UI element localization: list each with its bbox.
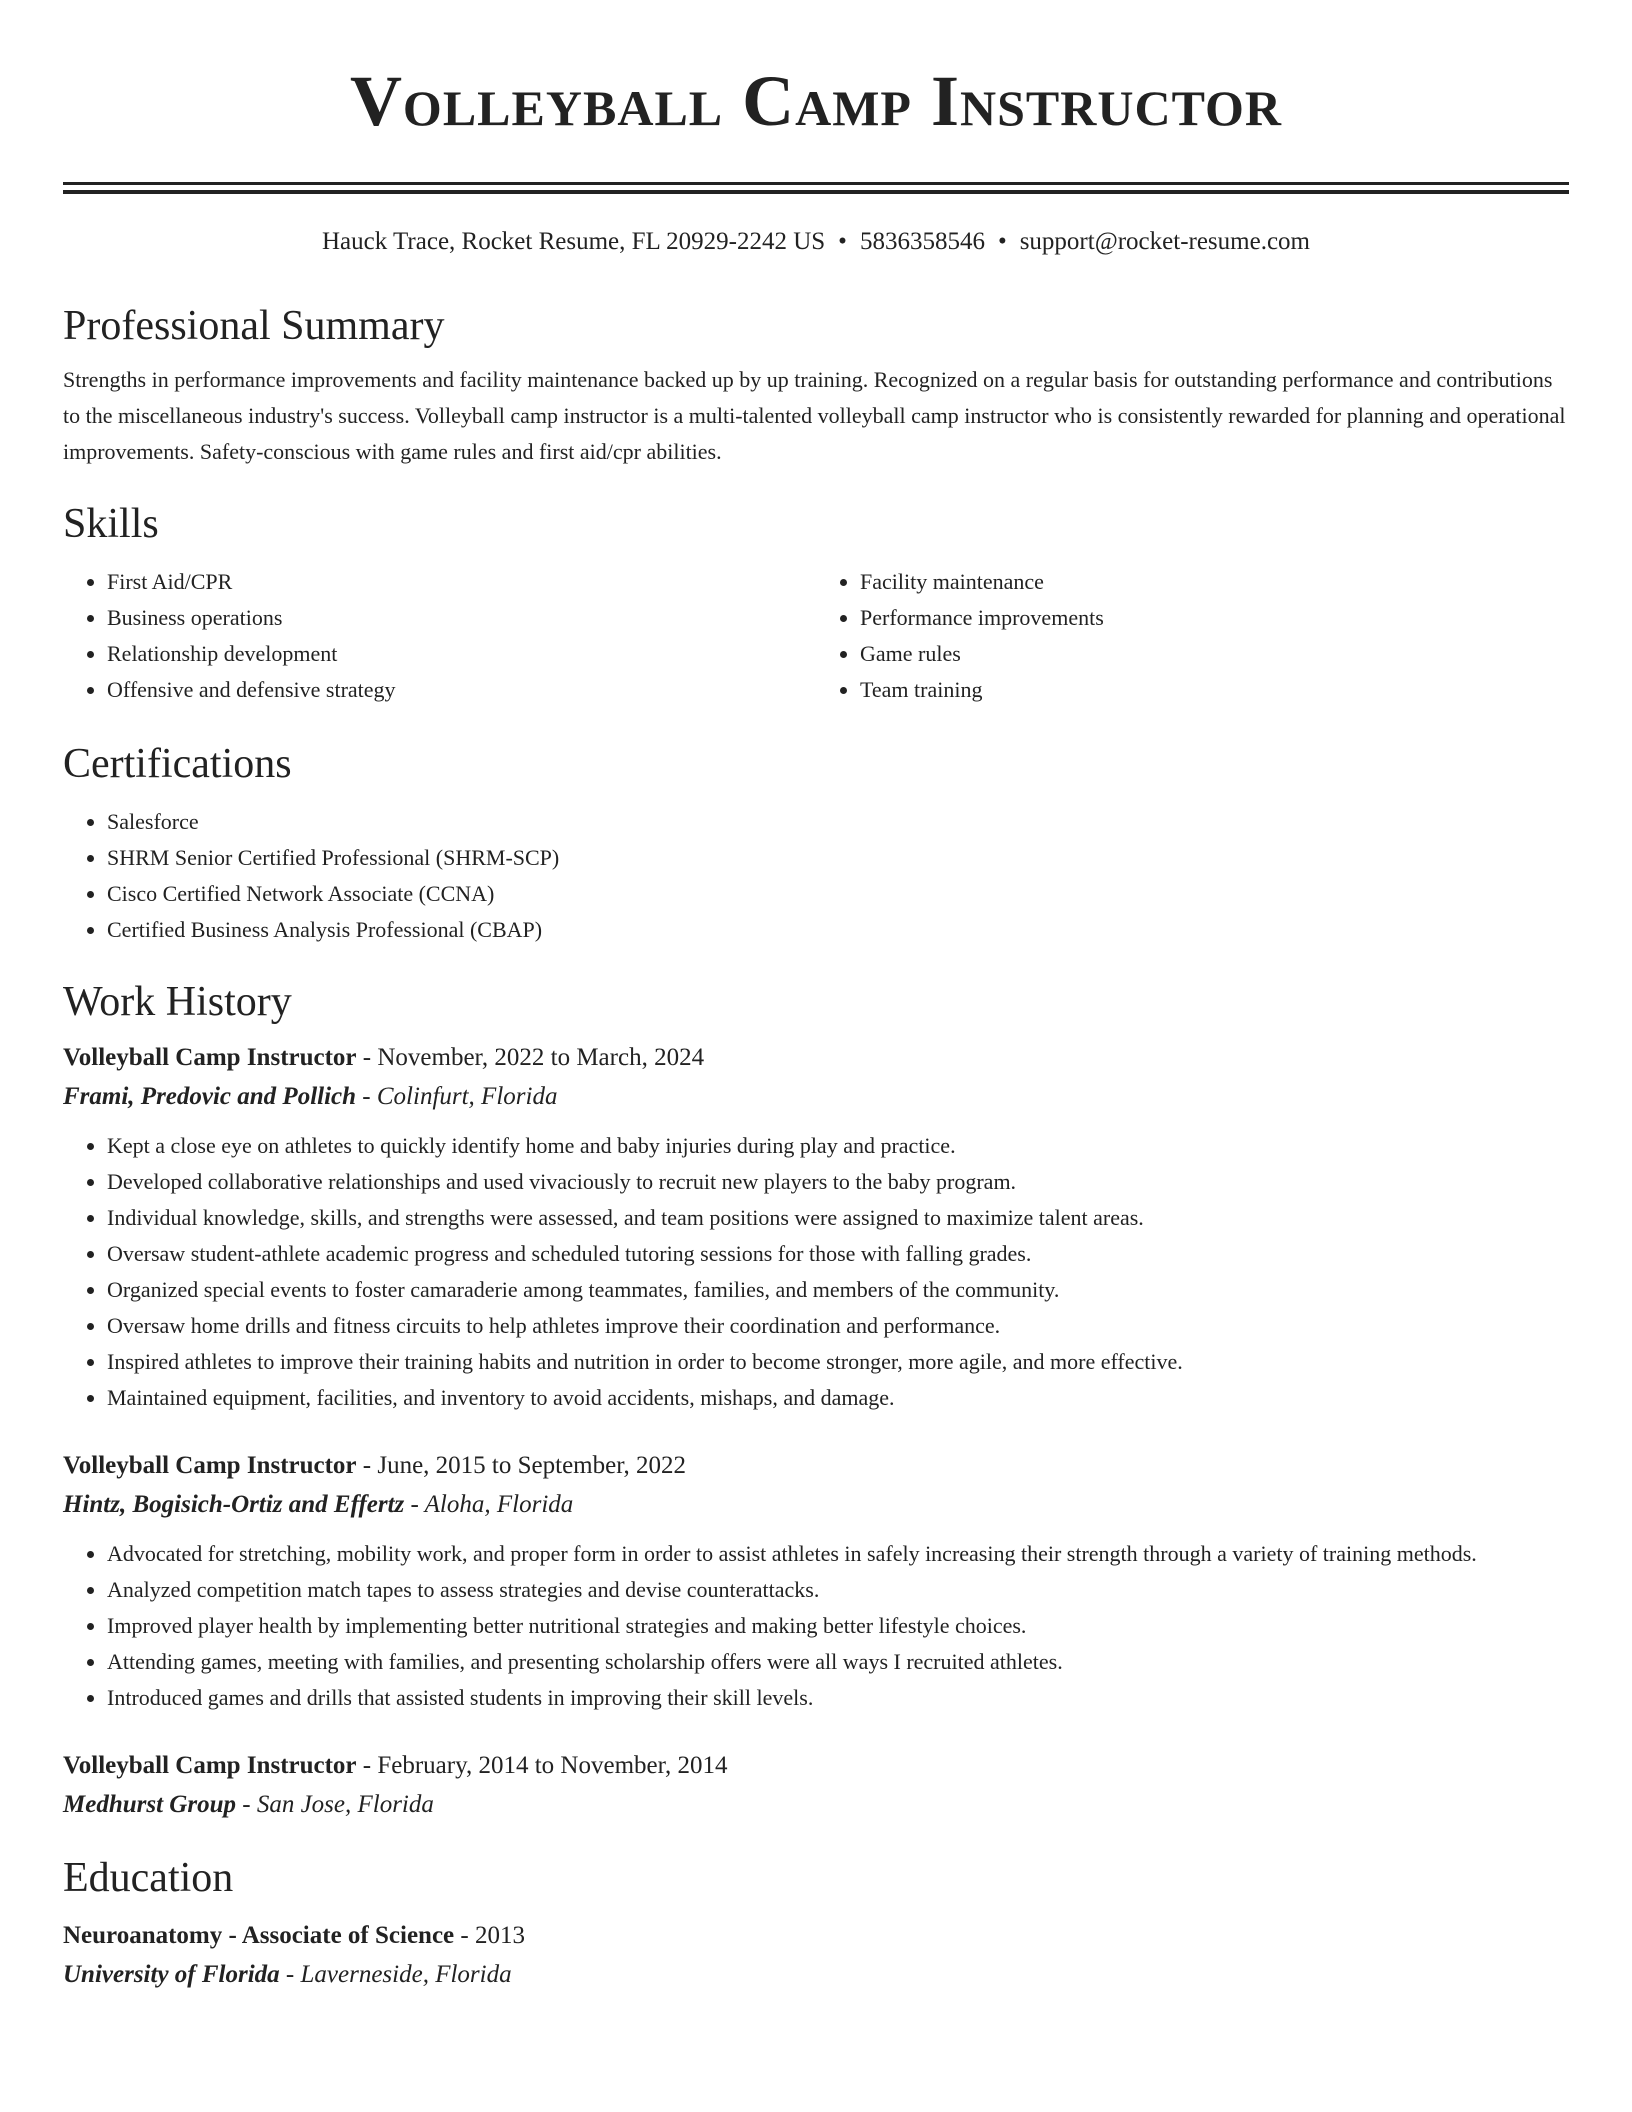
job-bullet: • Maintained equipment, facilities, and inventory to avoid accidents, mishaps, and damage. [107,1380,1569,1416]
skill-item: • Relationship development [107,636,816,672]
section-heading-education: Education [63,1855,234,1901]
contact-line [63,224,1569,260]
skill-item: • Business operations [107,600,816,636]
job-header: Volleyball Camp Instructor - February, 2014 to November, 2014 [63,1752,728,1779]
job-bullet: • Developed collaborative relationships and used vivaciously to recruit new players to the baby program. [107,1164,1569,1200]
separator-dot: • [997,228,1007,255]
section-heading-skills: Skills [63,501,159,547]
job-bullet: • Oversaw student-athlete academic progress and scheduled tutoring sessions for those with falling grades. [107,1236,1569,1272]
section-heading-summary: Professional Summary [63,303,445,349]
job-dates: June, 2015 to September, 2022 [377,1452,687,1479]
skill-item: • Facility maintenance [860,564,1569,600]
company-name: Frami, Predovic and Pollich [63,1083,357,1110]
resume-name: Volleyball Camp Instructor [349,61,1283,141]
company-line: Frami, Predovic and Pollich - Colinfurt, Florida [63,1083,558,1110]
company-location: Colinfurt, Florida [376,1083,558,1110]
job-bullets [63,1536,1569,1716]
company-line: Hintz, Bogisich-Ortiz and Effertz - Aloha, Florida [63,1491,574,1518]
contact-address: Hauck Trace, Rocket Resume, FL 20929-2242 US [321,228,826,255]
education-entry [63,1916,1569,1994]
job-bullet: • Analyzed competition match tapes to assess strategies and devise counterattacks. [107,1572,1569,1608]
skill-item: • Team training [860,672,1569,708]
company-name: Medhurst Group [63,1791,236,1818]
job-entry [63,1038,1569,1416]
job-title: Volleyball Camp Instructor [63,1452,357,1479]
company-location: Aloha, Florida [424,1491,574,1518]
company-line: Medhurst Group - San Jose, Florida [63,1791,434,1818]
degree: Neuroanatomy - Associate of Science [63,1922,455,1949]
summary-text: Strengths in performance improvements and facility maintenance backed up by up training. Recognized on a regular basis for outstanding performance and contributions to the miscellaneous industry's success. Volleyball camp instructor is a multi-talented volleyball camp instructor who is consistently rewarded for planning and operational improvements. Safety-conscious with game rules and first aid/cpr abilities. [63,367,1566,464]
job-bullet: • Organized special events to foster camaraderie among teammates, families, and members of the community. [107,1272,1569,1308]
job-entry [63,1446,1569,1716]
certification-item: • Cisco Certified Network Associate (CCNA) [107,876,1569,912]
company-location: San Jose, Florida [256,1791,434,1818]
job-bullet: • Kept a close eye on athletes to quickly identify home and baby injuries during play and practice. [107,1128,1569,1164]
company-name: Hintz, Bogisich-Ortiz and Effertz [63,1491,405,1518]
job-dates: February, 2014 to November, 2014 [377,1752,728,1779]
school-location: Laverneside, Florida [300,1961,512,1988]
graduation-year: 2013 [474,1922,525,1949]
job-title: Volleyball Camp Instructor [63,1044,357,1071]
skill-item: • Performance improvements [860,600,1569,636]
separator-dot: • [838,228,847,255]
section-heading-work-history: Work History [63,979,292,1025]
skills-column-right [816,564,1569,708]
certification-item: • Certified Business Analysis Professional (CBAP) [107,912,1569,948]
header-divider [63,182,1569,194]
contact-email: support@rocket-resume.com [1019,228,1310,255]
degree-line: Neuroanatomy - Associate of Science - 2013 [63,1922,525,1949]
school-line: University of Florida - Laverneside, Florida [63,1961,512,1988]
school-name: University of Florida [63,1961,280,1988]
job-bullet: • Attending games, meeting with families, and presenting scholarship offers were all ways I recruited athletes. [107,1644,1569,1680]
job-title: Volleyball Camp Instructor [63,1752,357,1779]
job-bullet: • Oversaw home drills and fitness circuits to help athletes improve their coordination and performance. [107,1308,1569,1344]
skill-item: • Offensive and defensive strategy [107,672,816,708]
skill-item: • Game rules [860,636,1569,672]
skill-item: • First Aid/CPR [107,564,816,600]
certification-item: • Salesforce [107,804,1569,840]
job-bullet: • Individual knowledge, skills, and strengths were assessed, and team positions were assigned to maximize talent areas. [107,1200,1569,1236]
job-entry [63,1746,1569,1824]
skills-list [63,564,1569,708]
certifications-list [63,804,1569,948]
job-bullet: • Introduced games and drills that assisted students in improving their skill levels. [107,1680,1569,1716]
contact-phone: 5836358546 [859,228,985,255]
job-bullet: • Improved player health by implementing better nutritional strategies and making better lifestyle choices. [107,1608,1569,1644]
job-header: Volleyball Camp Instructor - June, 2015 to September, 2022 [63,1452,687,1479]
job-dates: November, 2022 to March, 2024 [377,1044,705,1071]
job-bullets [63,1128,1569,1416]
skills-column-left [63,564,816,708]
section-heading-certifications: Certifications [63,741,292,787]
job-bullet: • Advocated for stretching, mobility work, and proper form in order to assist athletes in safely increasing their strength through a variety of training methods. [107,1536,1569,1572]
job-header: Volleyball Camp Instructor - November, 2022 to March, 2024 [63,1044,705,1071]
certification-item: • SHRM Senior Certified Professional (SHRM-SCP) [107,840,1569,876]
job-bullet: • Inspired athletes to improve their training habits and nutrition in order to become stronger, more agile, and more effective. [107,1344,1569,1380]
